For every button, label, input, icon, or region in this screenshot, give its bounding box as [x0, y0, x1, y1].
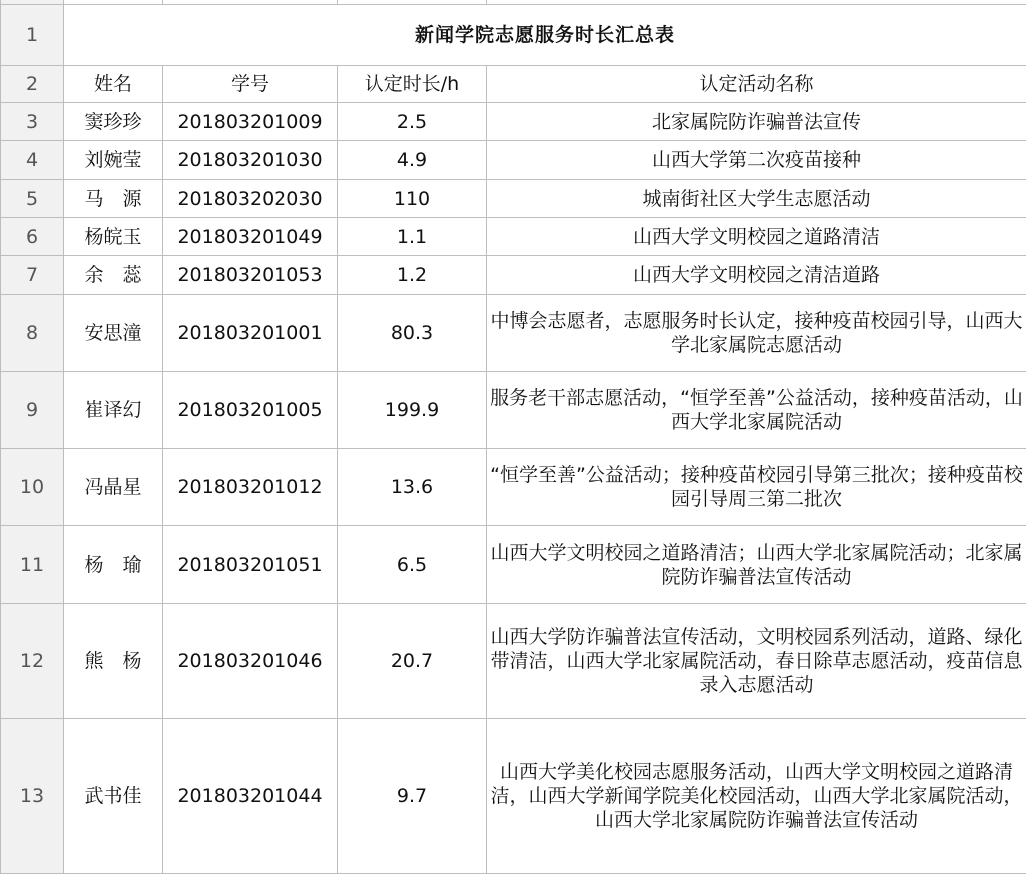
- cell-hours[interactable]: 9.7: [338, 719, 487, 874]
- row-header[interactable]: 6: [1, 218, 64, 256]
- row-header[interactable]: 4: [1, 141, 64, 180]
- table-row: [1, 526, 1026, 604]
- cell-name[interactable]: 马 源: [64, 180, 163, 218]
- cell-name[interactable]: 崔译幻: [64, 372, 163, 449]
- cell-name[interactable]: 熊 杨: [64, 604, 163, 719]
- cell-hours[interactable]: 6.5: [338, 526, 487, 604]
- row-header[interactable]: 9: [1, 372, 64, 449]
- row-header[interactable]: 5: [1, 180, 64, 218]
- table-row: [1, 372, 1026, 449]
- header-name[interactable]: 姓名: [64, 66, 163, 103]
- cell-hours[interactable]: 4.9: [338, 141, 487, 180]
- row-header[interactable]: 7: [1, 256, 64, 295]
- row-header[interactable]: 1: [1, 5, 64, 66]
- sheet-title[interactable]: 新闻学院志愿服务时长汇总表: [64, 5, 1026, 66]
- cell-activity[interactable]: 北家属院防诈骗普法宣传: [487, 103, 1026, 141]
- row-header[interactable]: 3: [1, 103, 64, 141]
- cell-activity[interactable]: 山西大学防诈骗普法宣传活动，文明校园系列活动，道路、绿化带清洁，山西大学北家属院活动，春日除草志愿活动，疫苗信息录入志愿活动: [487, 604, 1026, 719]
- cell-student-id[interactable]: 201803201005: [163, 372, 338, 449]
- cell-hours[interactable]: 199.9: [338, 372, 487, 449]
- header-row: [1, 66, 1026, 103]
- row-header[interactable]: 8: [1, 295, 64, 372]
- table-row: [1, 141, 1026, 180]
- cell-name[interactable]: 安思潼: [64, 295, 163, 372]
- cell-student-id[interactable]: 201803201051: [163, 526, 338, 604]
- header-activity[interactable]: 认定活动名称: [487, 66, 1026, 103]
- cell-activity[interactable]: “恒学至善”公益活动；接种疫苗校园引导第三批次；接种疫苗校园引导周三第二批次: [487, 449, 1026, 526]
- cell-hours[interactable]: 13.6: [338, 449, 487, 526]
- cell-hours[interactable]: 1.1: [338, 218, 487, 256]
- cell-activity[interactable]: 山西大学美化校园志愿服务活动，山西大学文明校园之道路清洁，山西大学新闻学院美化校园活动，山西大学北家属院活动，山西大学北家属院防诈骗普法宣传活动: [487, 719, 1026, 874]
- header-hours[interactable]: 认定时长/h: [338, 66, 487, 103]
- table-row: [1, 218, 1026, 256]
- title-row: [1, 5, 1026, 66]
- cell-activity[interactable]: 中博会志愿者，志愿服务时长认定，接种疫苗校园引导，山西大学北家属院志愿活动: [487, 295, 1026, 372]
- table-row: [1, 604, 1026, 719]
- table-row: [1, 180, 1026, 218]
- cell-hours[interactable]: 80.3: [338, 295, 487, 372]
- cell-name[interactable]: 余 蕊: [64, 256, 163, 295]
- row-header[interactable]: 10: [1, 449, 64, 526]
- cell-activity[interactable]: 山西大学文明校园之道路清洁: [487, 218, 1026, 256]
- cell-student-id[interactable]: 201803201053: [163, 256, 338, 295]
- cell-activity[interactable]: 服务老干部志愿活动，“恒学至善”公益活动，接种疫苗活动，山西大学北家属院活动: [487, 372, 1026, 449]
- table-row: [1, 719, 1026, 874]
- cell-student-id[interactable]: 201803201009: [163, 103, 338, 141]
- row-header[interactable]: 2: [1, 66, 64, 103]
- cell-student-id[interactable]: 201803201001: [163, 295, 338, 372]
- table-row: [1, 103, 1026, 141]
- cell-hours[interactable]: 2.5: [338, 103, 487, 141]
- cell-activity[interactable]: 城南街社区大学生志愿活动: [487, 180, 1026, 218]
- cell-student-id[interactable]: 201803201044: [163, 719, 338, 874]
- cell-hours[interactable]: 1.2: [338, 256, 487, 295]
- row-header[interactable]: 13: [1, 719, 64, 874]
- table-row: [1, 256, 1026, 295]
- cell-name[interactable]: 杨皖玉: [64, 218, 163, 256]
- cell-student-id[interactable]: 201803201046: [163, 604, 338, 719]
- cell-name[interactable]: 杨 瑜: [64, 526, 163, 604]
- table-row: [1, 295, 1026, 372]
- cell-student-id[interactable]: 201803201049: [163, 218, 338, 256]
- cell-activity[interactable]: 山西大学第二次疫苗接种: [487, 141, 1026, 180]
- header-student-id[interactable]: 学号: [163, 66, 338, 103]
- cell-student-id[interactable]: 201803202030: [163, 180, 338, 218]
- cell-name[interactable]: 武书佳: [64, 719, 163, 874]
- cell-name[interactable]: 窦珍珍: [64, 103, 163, 141]
- cell-student-id[interactable]: 201803201012: [163, 449, 338, 526]
- row-header[interactable]: 11: [1, 526, 64, 604]
- cell-name[interactable]: 刘婉莹: [64, 141, 163, 180]
- cell-activity[interactable]: 山西大学文明校园之清洁道路: [487, 256, 1026, 295]
- cell-hours[interactable]: 20.7: [338, 604, 487, 719]
- cell-name[interactable]: 冯晶星: [64, 449, 163, 526]
- cell-student-id[interactable]: 201803201030: [163, 141, 338, 180]
- row-header[interactable]: 12: [1, 604, 64, 719]
- table-row: [1, 449, 1026, 526]
- cell-hours[interactable]: 110: [338, 180, 487, 218]
- cell-activity[interactable]: 山西大学文明校园之道路清洁；山西大学北家属院活动；北家属院防诈骗普法宣传活动: [487, 526, 1026, 604]
